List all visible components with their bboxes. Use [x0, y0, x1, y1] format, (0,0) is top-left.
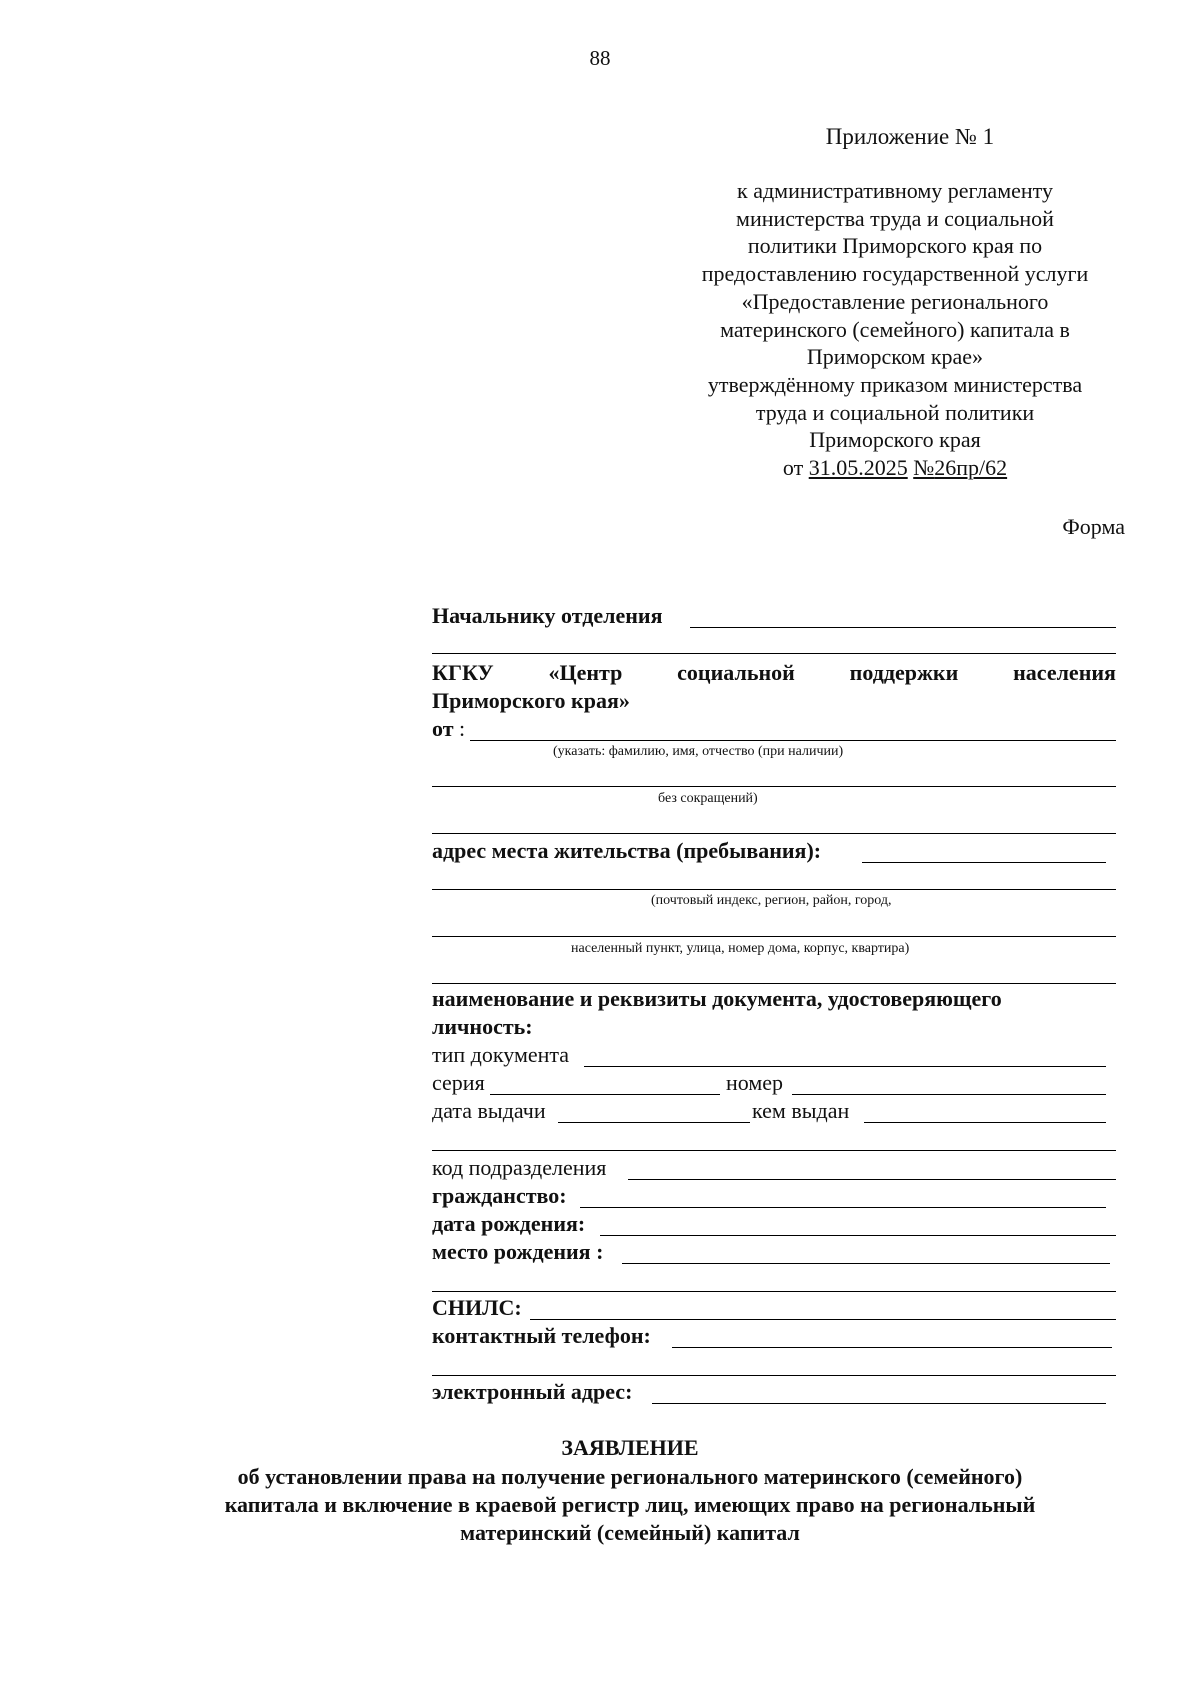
address-field-line-3[interactable]: [432, 936, 1116, 937]
series-label: серия: [432, 1070, 485, 1095]
appendix-line: к административному регламенту: [737, 178, 1053, 203]
from-colon: :: [459, 716, 466, 741]
head-of-department-label: Начальнику отделения: [432, 603, 663, 628]
organization-line-2: Приморского края»: [432, 688, 630, 713]
appendix-block: [660, 177, 1130, 482]
org-word: населения: [1013, 660, 1116, 685]
hint-no-abbreviations: без сокращений): [658, 791, 758, 806]
snils-label: СНИЛС:: [432, 1295, 522, 1320]
birth-date-field[interactable]: [600, 1235, 1116, 1236]
series-field[interactable]: [490, 1094, 720, 1095]
appendix-line: материнского (семейного) капитала в: [720, 316, 1070, 342]
citizenship-label: гражданство:: [432, 1183, 567, 1208]
citizenship-field[interactable]: [580, 1207, 1106, 1208]
department-field-line-2[interactable]: [432, 653, 1116, 654]
from-label-group: [432, 716, 465, 742]
applicant-name-field[interactable]: [470, 740, 1116, 741]
doc-type-field[interactable]: [584, 1066, 1106, 1067]
issued-by-field-line-2[interactable]: [432, 1150, 1116, 1151]
appendix-title: Приложение № 1: [825, 124, 995, 149]
phone-field[interactable]: [672, 1347, 1112, 1348]
address-field[interactable]: [862, 862, 1106, 863]
appendix-line: Приморском крае»: [806, 344, 984, 370]
org-word: социальной: [677, 660, 795, 685]
email-label: электронный адрес:: [432, 1379, 633, 1404]
statement-subtitle-line: материнский (семейный) капитал: [460, 1520, 800, 1545]
appendix-line: труда и социальной политики: [755, 399, 1035, 425]
id-document-heading-1: наименование и реквизиты документа, удостоверяющего: [432, 986, 1002, 1011]
order-prefix: от: [782, 455, 804, 481]
appendix-line: «Предоставление регионального: [741, 288, 1049, 314]
department-field[interactable]: [690, 627, 1116, 628]
issue-date-label: дата выдачи: [432, 1098, 546, 1123]
issued-by-field[interactable]: [864, 1122, 1106, 1123]
applicant-name-field-line-2[interactable]: [432, 786, 1116, 787]
id-document-heading-2: личность:: [432, 1014, 533, 1039]
order-number: 26пр/62: [934, 455, 1008, 481]
number-field[interactable]: [792, 1094, 1106, 1095]
from-label: от: [432, 716, 454, 741]
phone-field-line-2[interactable]: [432, 1375, 1116, 1376]
order-no-prefix: №: [913, 455, 935, 481]
appendix-line: предоставлению государственной услуги: [701, 261, 1089, 287]
division-code-field[interactable]: [628, 1179, 1116, 1180]
hint-fio: (указать: фамилию, имя, отчество (при наличии): [553, 744, 844, 759]
order-reference: [660, 454, 1130, 482]
issued-by-label: кем выдан: [752, 1098, 850, 1123]
organization-line-1: [432, 660, 1116, 686]
org-word: поддержки: [849, 660, 959, 685]
birth-date-label: дата рождения:: [432, 1211, 586, 1236]
form-label: Форма: [1062, 514, 1125, 539]
address-label: адрес места жительства (пребывания):: [432, 838, 822, 863]
issue-date-field[interactable]: [558, 1122, 750, 1123]
appendix-line: утверждённому приказом министерства: [707, 371, 1083, 397]
statement-title: ЗАЯВЛЕНИЕ: [561, 1435, 699, 1460]
address-field-line-2[interactable]: [432, 889, 1116, 890]
statement-subtitle-line: об установлении права на получение регионального материнского (семейного): [237, 1464, 1023, 1489]
applicant-name-field-line-3[interactable]: [432, 833, 1116, 834]
org-word: КГКУ: [432, 660, 494, 685]
order-date: 31.05.2025: [808, 455, 908, 481]
hint-address-2: населенный пункт, улица, номер дома, корпус, квартира): [571, 941, 910, 956]
appendix-line: политики Приморского края по: [747, 233, 1043, 259]
page-number: 88: [589, 46, 611, 70]
org-word: «Центр: [548, 660, 623, 685]
hint-address-1: (почтовый индекс, регион, район, город,: [651, 893, 892, 908]
division-code-label: код подразделения: [432, 1155, 607, 1180]
phone-label: контактный телефон:: [432, 1323, 651, 1348]
doc-type-label: тип документа: [432, 1042, 570, 1067]
birth-place-field-line-2[interactable]: [432, 1291, 1116, 1292]
statement-subtitle-line: капитала и включение в краевой регистр лиц, имеющих право на региональный: [224, 1492, 1036, 1517]
snils-field[interactable]: [530, 1319, 1116, 1320]
appendix-line: министерства труда и социальной: [736, 205, 1054, 231]
birth-place-field[interactable]: [622, 1263, 1110, 1264]
number-label: номер: [726, 1070, 784, 1095]
address-field-line-4[interactable]: [432, 983, 1116, 984]
birth-place-label: место рождения :: [432, 1239, 604, 1264]
email-field[interactable]: [652, 1403, 1106, 1404]
appendix-line: Приморского края: [809, 427, 981, 453]
